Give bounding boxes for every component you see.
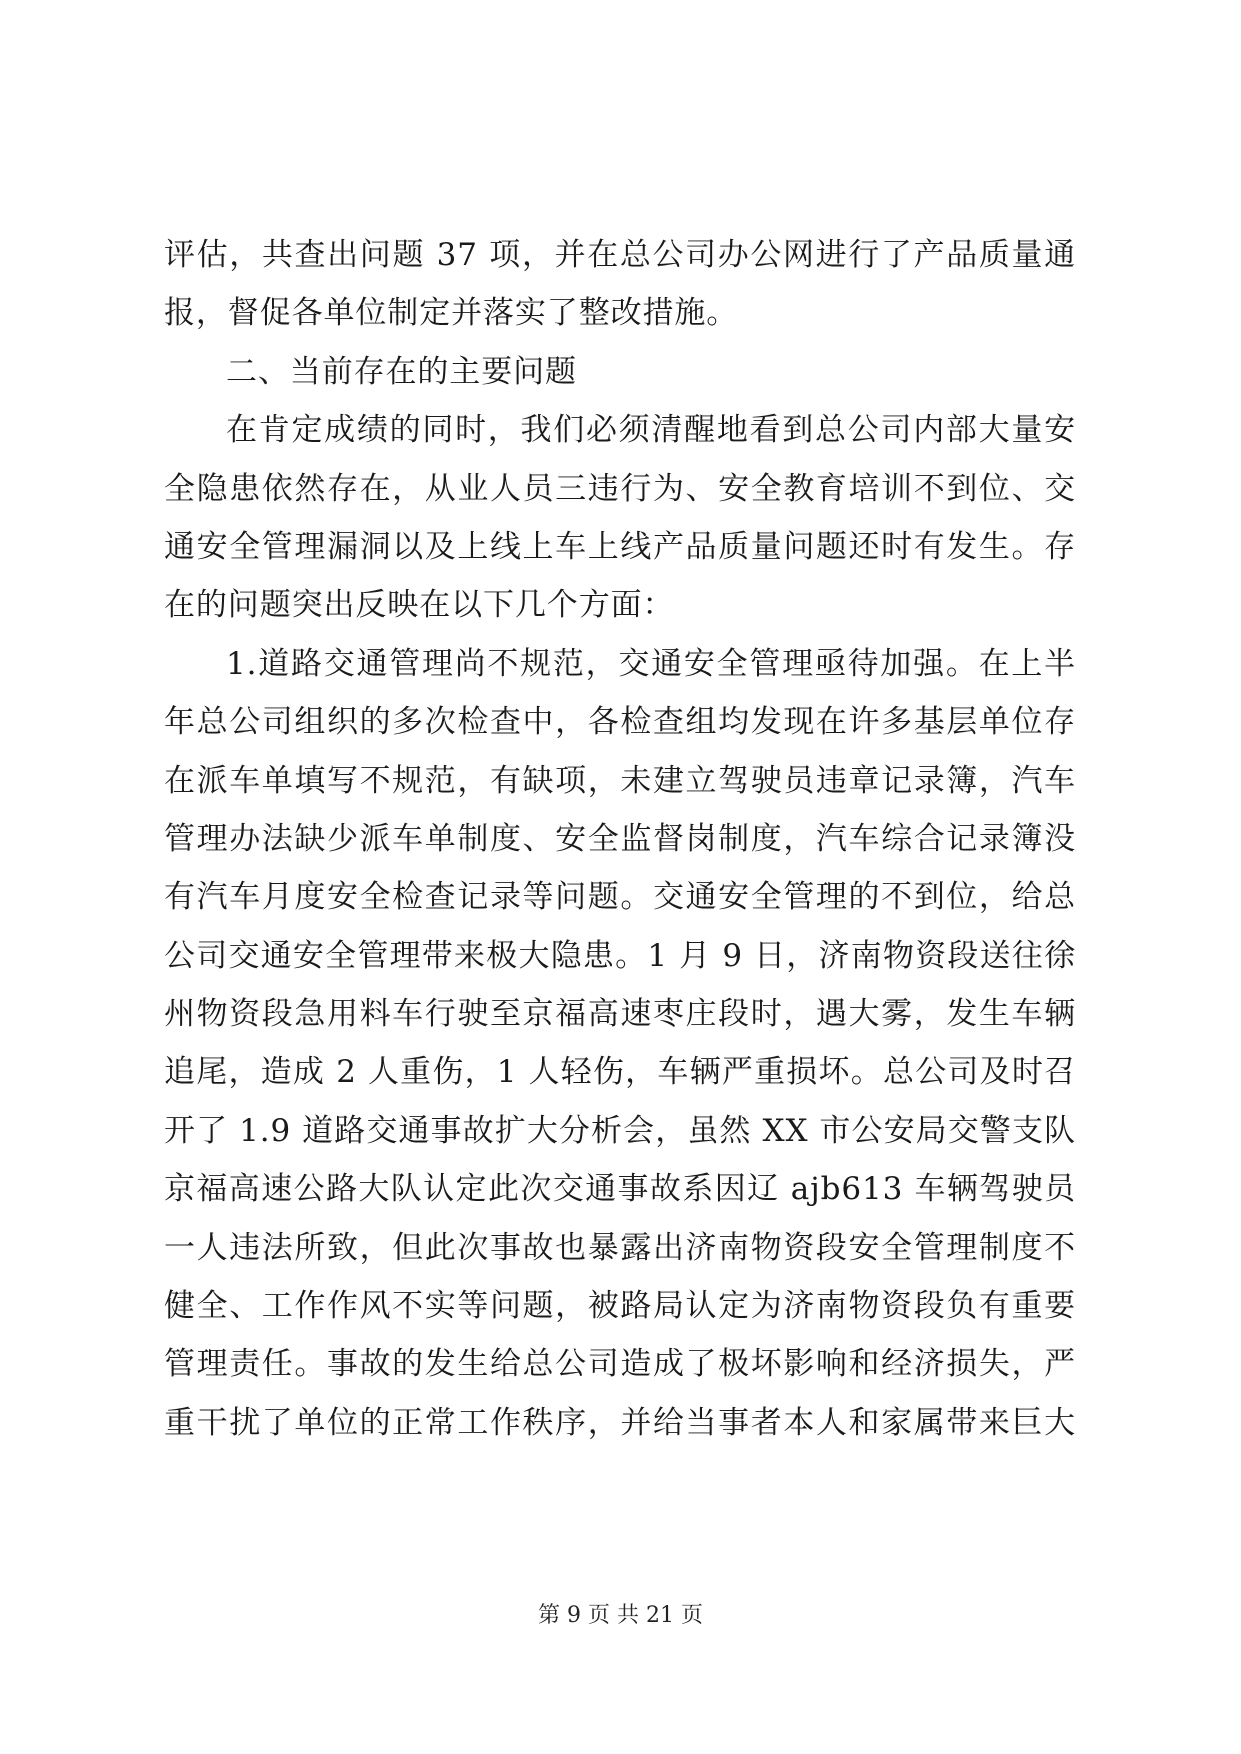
text-line-2: 报，督促各单位制定并落实了整改措施。 xyxy=(164,295,739,332)
text-line-7: 在的问题突出反映在以下几个方面： xyxy=(164,587,675,624)
page-number-footer: 第 9 页 共 21 页 xyxy=(538,1603,703,1628)
text-line-1: 评估，共查出问题 37 项，并在总公司办公网进行了产品质量通 xyxy=(164,237,1076,273)
text-line-14: 州物资段急用料车行驶至京福高速枣庄段时，遇大雾，发生车辆 xyxy=(164,996,1076,1033)
text-line-11: 管理办法缺少派车单制度、安全监督岗制度，汽车综合记录簿没 xyxy=(164,820,1076,857)
text-line-18: 一人违法所致，但此次事故也暴露出济南物资段安全管理制度不 xyxy=(164,1229,1076,1266)
text-line-12: 有汽车月度安全检查记录等问题。交通安全管理的不到位，给总 xyxy=(164,879,1076,916)
text-line-9: 年总公司组织的多次检查中，各检查组均发现在许多基层单位存 xyxy=(164,704,1076,741)
text-line-4: 在肯定成绩的同时，我们必须清醒地看到总公司内部大量安 xyxy=(226,412,1076,449)
text-line-17: 京福高速公路大队认定此次交通事故系因辽 ajb613 车辆驾驶员 xyxy=(164,1171,1076,1208)
text-line-20: 管理责任。事故的发生给总公司造成了极坏影响和经济损失，严 xyxy=(164,1346,1076,1383)
document-body xyxy=(164,226,1076,1452)
text-line-13: 公司交通安全管理带来极大隐患。1 月 9 日，济南物资段送往徐 xyxy=(164,937,1076,974)
text-line-6: 通安全管理漏洞以及上线上车上线产品质量问题还时有发生。存 xyxy=(164,528,1076,565)
text-line-19: 健全、工作作风不实等问题，被路局认定为济南物资段负有重要 xyxy=(164,1288,1076,1325)
text-line-5: 全隐患依然存在，从业人员三违行为、安全教育培训不到位、交 xyxy=(164,470,1076,507)
text-line-10: 在派车单填写不规范，有缺项，未建立驾驶员违章记录簿，汽车 xyxy=(164,762,1076,799)
text-line-8: 1.道路交通管理尚不规范，交通安全管理亟待加强。在上半 xyxy=(226,645,1076,682)
text-line-21: 重干扰了单位的正常工作秩序，并给当事者本人和家属带来巨大 xyxy=(164,1404,1076,1441)
section-heading: 二、当前存在的主要问题 xyxy=(226,353,577,390)
text-line-15: 追尾，造成 2 人重伤，1 人轻伤，车辆严重损坏。总公司及时召 xyxy=(164,1054,1076,1091)
text-line-16: 开了 1.9 道路交通事故扩大分析会，虽然 XX 市公安局交警支队 xyxy=(164,1112,1076,1149)
